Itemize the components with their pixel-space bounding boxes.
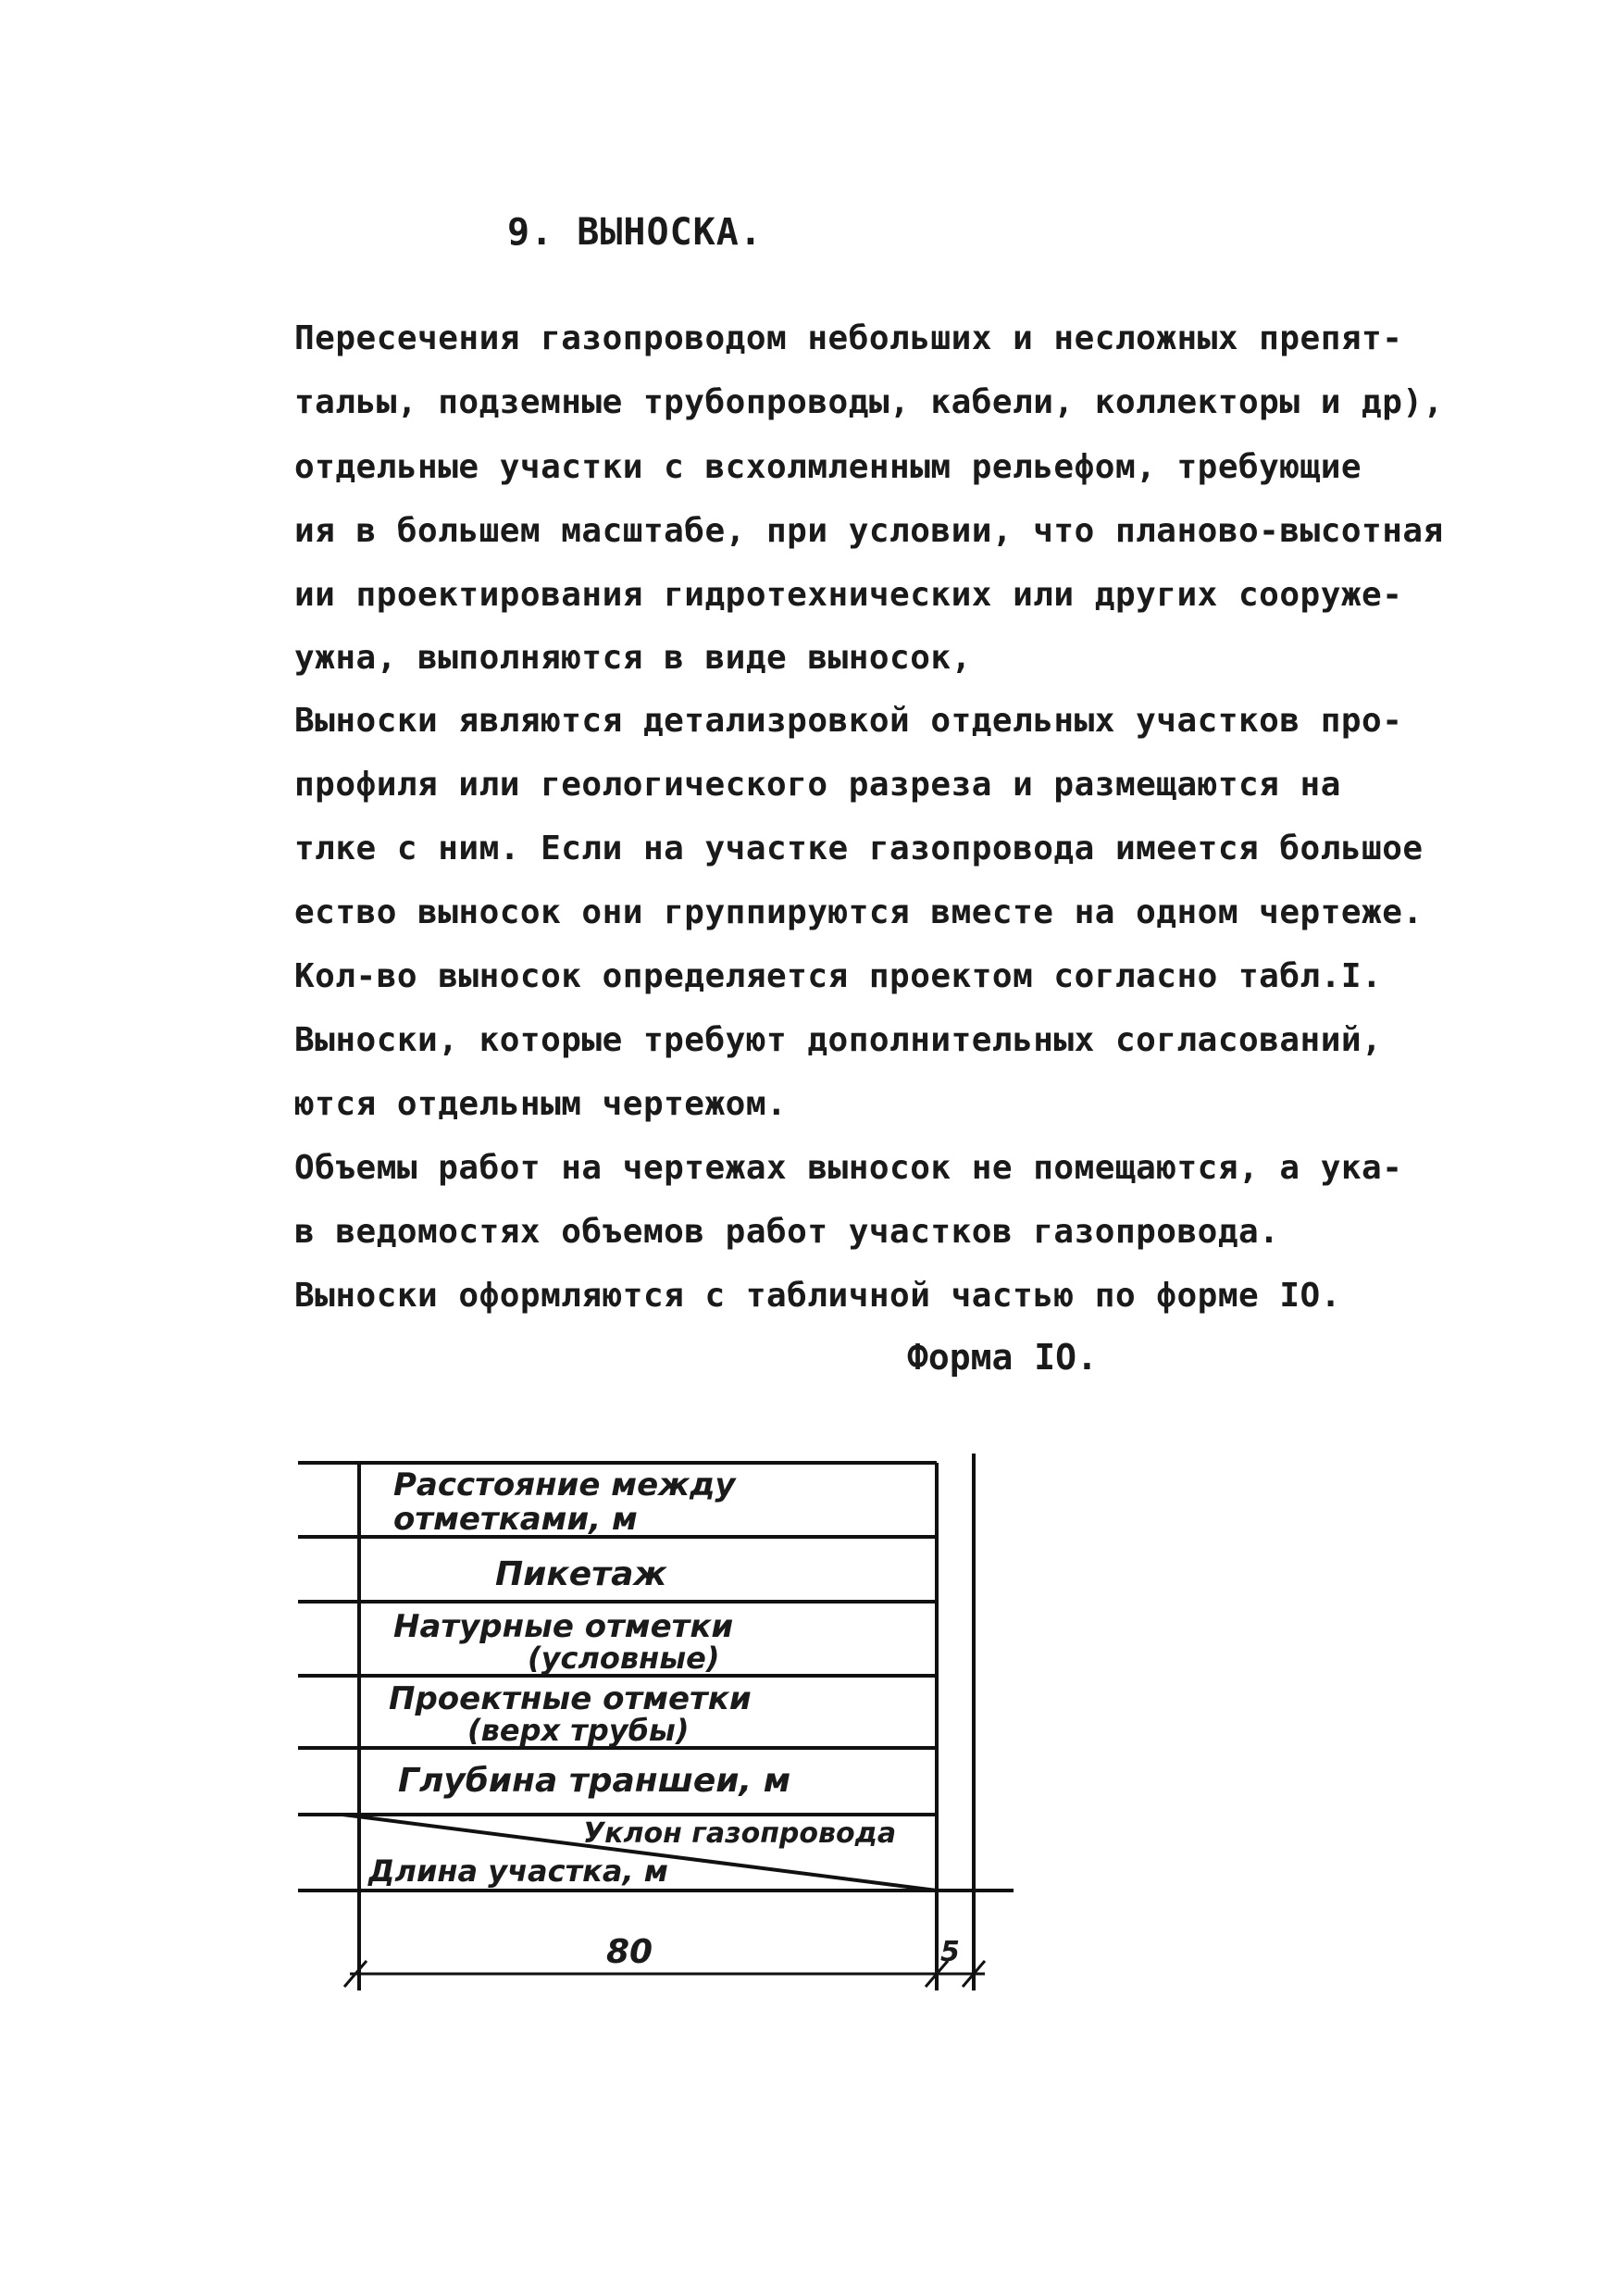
dimension-label-side: 5 [940, 1936, 960, 1968]
paragraph-line: в ведомостях объемов работ участков газопровода. [294, 1213, 1280, 1251]
paragraph-line: Пересечения газопроводом небольших и несложных препят- [294, 319, 1403, 357]
paragraph-line: Объемы работ на чертежах выносок не помещаются, а ука- [294, 1149, 1403, 1187]
paragraph-line: ество выносок они группируются вместе на одном чертеже. [294, 893, 1424, 931]
paragraph-line: ются отдельным чертежом. [294, 1085, 788, 1123]
row-label-slope: Уклон газопровода [583, 1817, 897, 1850]
paragraph-line: ия в большем масштабе, при условии, что планово-высотная [294, 512, 1444, 550]
paragraph-line: Выноски, которые требуют дополнительных согласований, [294, 1021, 1383, 1059]
paragraph-line: ии проектирования гидротехнических или других сооруже- [294, 576, 1403, 614]
paragraph-line: тлке с ним. Если на участке газопровода имеется большое [294, 830, 1424, 867]
dimension-label-main: 80 [606, 1933, 653, 1971]
row-label-design-marks-cont: (верх трубы) [467, 1713, 690, 1748]
section-title: 9. ВЫНОСКА. [507, 211, 763, 254]
paragraph-line: профиля или геологического разреза и размещаются на [294, 766, 1341, 804]
row-label-distance: Расстояние между [393, 1466, 736, 1504]
paragraph-line: ужна, выполняются в виде выносок, [294, 639, 972, 677]
row-label-trench-depth: Глубина траншеи, м [398, 1762, 791, 1800]
paragraph-line: Выноски оформляются с табличной частью по форме IO. [294, 1277, 1341, 1315]
row-label-picket: Пикетаж [495, 1555, 667, 1593]
paragraph-line: Выноски являются детализровкой отдельных участков про- [294, 702, 1403, 740]
paragraph-line: тальы, подземные трубопроводы, кабели, коллекторы и др), [294, 383, 1444, 421]
form-label: Форма IO. [907, 1337, 1098, 1378]
row-label-natural-marks: Натурные отметки [393, 1608, 734, 1645]
row-label-section-length: Длина участка, м [368, 1853, 668, 1889]
paragraph-line: отдельные участки с всхолмленным рельефом, требующие [294, 448, 1362, 486]
row-label-natural-marks-cont: (условные) [528, 1641, 720, 1676]
row-label-distance-cont: отметками, м [393, 1501, 638, 1538]
row-label-design-marks: Проектные отметки [389, 1680, 752, 1717]
paragraph-line: Кол-во выносок определяется проектом согласно табл.I. [294, 957, 1383, 995]
